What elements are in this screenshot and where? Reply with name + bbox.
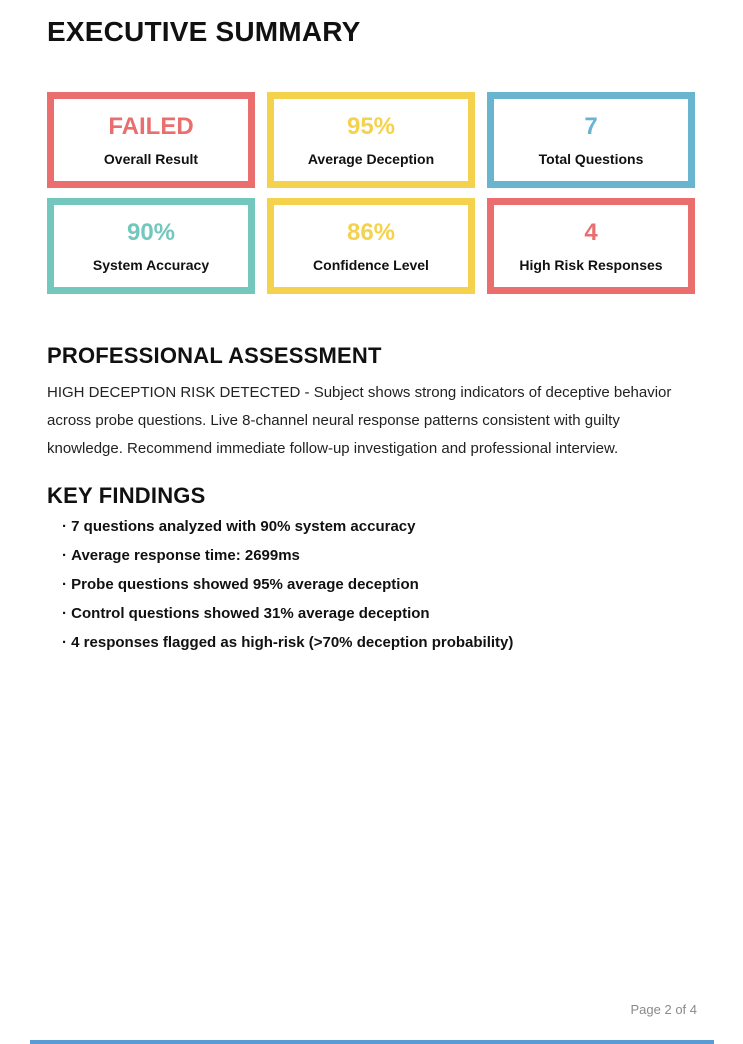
summary-cards-grid	[47, 92, 695, 294]
key-findings-list	[62, 519, 682, 664]
assessment-body-text: HIGH DECEPTION RISK DETECTED - Subject shows strong indicators of deceptive behavior across probe questions. Live 8-channel neural response patterns consistent with guilty knowledge. Recommend immediate follow-up investigation and professional interview.	[47, 384, 672, 457]
stat-value: 7	[584, 112, 598, 140]
finding-item: · 7 questions analyzed with 90% system accuracy	[62, 519, 682, 535]
stat-label: High Risk Responses	[519, 256, 663, 273]
stat-label: Average Deception	[307, 150, 435, 167]
page-title: EXECUTIVE SUMMARY	[47, 16, 361, 47]
stat-card-overall-result	[47, 92, 255, 188]
stat-value: 86%	[346, 218, 396, 246]
stat-card-total-questions	[487, 92, 695, 188]
stat-value: 90%	[126, 218, 176, 246]
key-findings-section-heading: KEY FINDINGS	[47, 483, 206, 508]
stat-value: 4	[584, 218, 598, 246]
finding-item: · 4 responses flagged as high-risk (>70% deception probability)	[62, 635, 682, 651]
stat-label: Total Questions	[538, 150, 644, 167]
stat-value: 95%	[346, 112, 396, 140]
stat-card-average-deception	[267, 92, 475, 188]
finding-item: · Control questions showed 31% average deception	[62, 606, 682, 622]
stat-value: FAILED	[108, 112, 194, 140]
stat-label: Overall Result	[103, 150, 199, 167]
stat-card-confidence-level	[267, 198, 475, 294]
finding-item: · Average response time: 2699ms	[62, 548, 682, 564]
stat-card-high-risk-responses	[487, 198, 695, 294]
finding-item: · Probe questions showed 95% average deception	[62, 577, 682, 593]
stat-label: Confidence Level	[313, 256, 429, 273]
bottom-page-divider	[30, 1040, 714, 1044]
assessment-section-heading: PROFESSIONAL ASSESSMENT	[47, 343, 382, 368]
page-number-label: Page 2 of 4	[630, 1002, 697, 1017]
stat-card-system-accuracy	[47, 198, 255, 294]
stat-label: System Accuracy	[92, 256, 210, 273]
